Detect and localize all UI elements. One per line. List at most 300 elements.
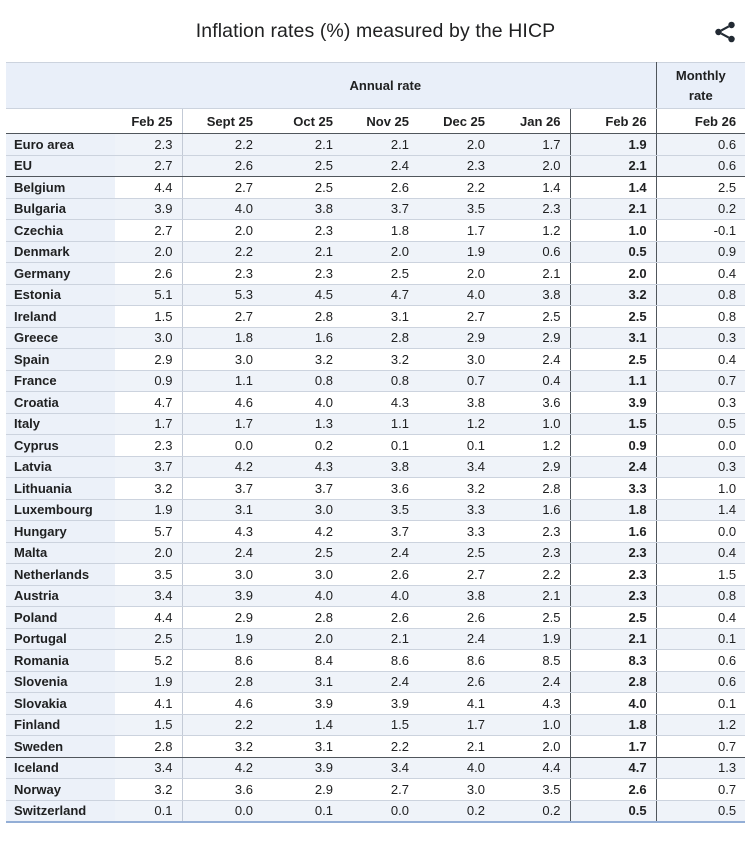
annual-value-cell: 8.4 xyxy=(262,650,342,672)
title-bar xyxy=(0,0,751,62)
annual-value-cell: 4.2 xyxy=(182,456,262,478)
table-row xyxy=(6,327,745,349)
row-label: Luxembourg xyxy=(6,499,115,521)
annual-value-cell: 2.4 xyxy=(342,542,418,564)
row-label: Spain xyxy=(6,349,115,371)
monthly-value-cell: 0.6 xyxy=(656,671,745,693)
annual-value-cell: 2.3 xyxy=(494,198,570,220)
group-header-row xyxy=(6,63,745,109)
annual-value-cell: 3.4 xyxy=(418,456,494,478)
annual-value-cell: 2.0 xyxy=(494,736,570,758)
annual-value-cell: 2.5 xyxy=(570,349,656,371)
corner-cell xyxy=(6,63,115,109)
annual-value-cell: 3.9 xyxy=(342,693,418,715)
table-row xyxy=(6,650,745,672)
annual-value-cell: 5.2 xyxy=(115,650,182,672)
annual-value-cell: 2.5 xyxy=(262,155,342,177)
table-row xyxy=(6,456,745,478)
column-header-dec-25: Dec 25 xyxy=(418,109,494,134)
table-body xyxy=(6,134,745,822)
annual-value-cell: 2.2 xyxy=(182,134,262,156)
annual-value-cell: 2.3 xyxy=(570,564,656,586)
annual-value-cell: 2.9 xyxy=(494,456,570,478)
annual-value-cell: 2.5 xyxy=(262,542,342,564)
annual-value-cell: 3.9 xyxy=(262,757,342,779)
annual-value-cell: 3.6 xyxy=(182,779,262,801)
table-row xyxy=(6,392,745,414)
annual-value-cell: 2.9 xyxy=(418,327,494,349)
annual-value-cell: 3.2 xyxy=(182,736,262,758)
annual-value-cell: 3.4 xyxy=(115,757,182,779)
annual-value-cell: 4.1 xyxy=(418,693,494,715)
annual-value-cell: 4.4 xyxy=(494,757,570,779)
table-row xyxy=(6,671,745,693)
annual-value-cell: 2.8 xyxy=(494,478,570,500)
table-row xyxy=(6,499,745,521)
row-label: Iceland xyxy=(6,757,115,779)
monthly-value-cell: 0.2 xyxy=(656,198,745,220)
annual-value-cell: 2.6 xyxy=(115,263,182,285)
monthly-value-cell: 1.0 xyxy=(656,478,745,500)
table-row xyxy=(6,177,745,199)
monthly-value-cell: -0.1 xyxy=(656,220,745,242)
row-label: Finland xyxy=(6,714,115,736)
annual-value-cell: 3.8 xyxy=(418,392,494,414)
monthly-value-cell: 0.7 xyxy=(656,370,745,392)
annual-value-cell: 2.7 xyxy=(182,177,262,199)
annual-value-cell: 0.9 xyxy=(570,435,656,457)
annual-value-cell: 2.3 xyxy=(418,155,494,177)
annual-value-cell: 2.0 xyxy=(494,155,570,177)
annual-value-cell: 4.1 xyxy=(115,693,182,715)
monthly-value-cell: 0.8 xyxy=(656,585,745,607)
annual-value-cell: 3.7 xyxy=(182,478,262,500)
annual-value-cell: 2.4 xyxy=(494,671,570,693)
monthly-value-cell: 0.0 xyxy=(656,435,745,457)
annual-value-cell: 2.7 xyxy=(115,220,182,242)
table-row xyxy=(6,413,745,435)
annual-value-cell: 3.8 xyxy=(494,284,570,306)
annual-value-cell: 3.7 xyxy=(342,521,418,543)
annual-value-cell: 4.7 xyxy=(342,284,418,306)
annual-value-cell: 3.3 xyxy=(418,499,494,521)
row-label: Lithuania xyxy=(6,478,115,500)
annual-value-cell: 3.6 xyxy=(494,392,570,414)
annual-value-cell: 2.4 xyxy=(182,542,262,564)
annual-value-cell: 1.8 xyxy=(182,327,262,349)
annual-value-cell: 4.2 xyxy=(182,757,262,779)
annual-value-cell: 0.6 xyxy=(494,241,570,263)
row-label: Euro area xyxy=(6,134,115,156)
annual-value-cell: 3.0 xyxy=(182,564,262,586)
annual-value-cell: 3.2 xyxy=(115,478,182,500)
annual-value-cell: 0.5 xyxy=(570,241,656,263)
table-row xyxy=(6,564,745,586)
annual-value-cell: 4.0 xyxy=(418,284,494,306)
row-label: Italy xyxy=(6,413,115,435)
monthly-value-cell: 0.8 xyxy=(656,306,745,328)
table-row xyxy=(6,800,745,822)
annual-value-cell: 5.3 xyxy=(182,284,262,306)
annual-value-cell: 3.1 xyxy=(262,671,342,693)
annual-value-cell: 3.0 xyxy=(418,349,494,371)
annual-value-cell: 2.6 xyxy=(570,779,656,801)
annual-value-cell: 3.5 xyxy=(494,779,570,801)
annual-value-cell: 1.5 xyxy=(570,413,656,435)
table-row xyxy=(6,241,745,263)
table-row xyxy=(6,198,745,220)
monthly-value-cell: 0.5 xyxy=(656,413,745,435)
annual-value-cell: 3.5 xyxy=(115,564,182,586)
annual-value-cell: 2.7 xyxy=(418,306,494,328)
monthly-value-cell: 0.4 xyxy=(656,263,745,285)
row-label: Croatia xyxy=(6,392,115,414)
monthly-value-cell: 0.3 xyxy=(656,392,745,414)
annual-value-cell: 3.1 xyxy=(182,499,262,521)
annual-value-cell: 0.1 xyxy=(342,435,418,457)
row-label: EU xyxy=(6,155,115,177)
annual-value-cell: 1.9 xyxy=(182,628,262,650)
annual-value-cell: 2.8 xyxy=(262,607,342,629)
row-label: Estonia xyxy=(6,284,115,306)
annual-value-cell: 2.5 xyxy=(115,628,182,650)
annual-value-cell: 2.1 xyxy=(262,241,342,263)
monthly-value-cell: 0.4 xyxy=(656,607,745,629)
annual-value-cell: 4.5 xyxy=(262,284,342,306)
annual-value-cell: 0.5 xyxy=(570,800,656,822)
annual-value-cell: 1.4 xyxy=(262,714,342,736)
row-label: Denmark xyxy=(6,241,115,263)
annual-value-cell: 3.0 xyxy=(262,499,342,521)
annual-value-cell: 2.3 xyxy=(262,263,342,285)
annual-value-cell: 3.0 xyxy=(418,779,494,801)
monthly-rate-header: Monthly rate xyxy=(656,63,745,109)
annual-value-cell: 3.4 xyxy=(342,757,418,779)
annual-value-cell: 8.6 xyxy=(182,650,262,672)
annual-value-cell: 1.7 xyxy=(418,220,494,242)
annual-value-cell: 3.8 xyxy=(418,585,494,607)
annual-value-cell: 1.9 xyxy=(115,671,182,693)
monthly-value-cell: 0.6 xyxy=(656,155,745,177)
annual-value-cell: 0.4 xyxy=(494,370,570,392)
annual-value-cell: 5.7 xyxy=(115,521,182,543)
annual-value-cell: 2.1 xyxy=(342,628,418,650)
table-row xyxy=(6,306,745,328)
row-label: Netherlands xyxy=(6,564,115,586)
annual-value-cell: 8.5 xyxy=(494,650,570,672)
annual-value-cell: 1.1 xyxy=(182,370,262,392)
annual-value-cell: 2.9 xyxy=(262,779,342,801)
annual-value-cell: 1.1 xyxy=(342,413,418,435)
annual-value-cell: 2.2 xyxy=(418,177,494,199)
annual-value-cell: 2.8 xyxy=(262,306,342,328)
annual-value-cell: 2.0 xyxy=(115,241,182,263)
annual-value-cell: 2.5 xyxy=(342,263,418,285)
annual-value-cell: 4.6 xyxy=(182,392,262,414)
annual-value-cell: 2.7 xyxy=(342,779,418,801)
row-label: Slovakia xyxy=(6,693,115,715)
annual-value-cell: 3.5 xyxy=(342,499,418,521)
annual-value-cell: 4.3 xyxy=(262,456,342,478)
annual-value-cell: 1.7 xyxy=(570,736,656,758)
monthly-value-cell: 0.0 xyxy=(656,521,745,543)
annual-value-cell: 1.8 xyxy=(342,220,418,242)
annual-value-cell: 3.2 xyxy=(570,284,656,306)
table-row xyxy=(6,693,745,715)
page-title: Inflation rates (%) measured by the HICP xyxy=(195,19,556,42)
annual-value-cell: 1.4 xyxy=(570,177,656,199)
annual-value-cell: 2.4 xyxy=(418,628,494,650)
annual-value-cell: 2.0 xyxy=(418,134,494,156)
annual-value-cell: 2.5 xyxy=(570,306,656,328)
row-label: Bulgaria xyxy=(6,198,115,220)
monthly-value-cell: 0.1 xyxy=(656,628,745,650)
annual-value-cell: 2.2 xyxy=(182,714,262,736)
annual-value-cell: 3.7 xyxy=(342,198,418,220)
annual-value-cell: 1.9 xyxy=(115,499,182,521)
table-row xyxy=(6,585,745,607)
annual-value-cell: 1.9 xyxy=(494,628,570,650)
annual-value-cell: 2.1 xyxy=(494,585,570,607)
annual-value-cell: 0.2 xyxy=(494,800,570,822)
annual-value-cell: 0.7 xyxy=(418,370,494,392)
column-header-nov-25: Nov 25 xyxy=(342,109,418,134)
annual-value-cell: 3.9 xyxy=(570,392,656,414)
annual-value-cell: 1.6 xyxy=(262,327,342,349)
monthly-value-cell: 0.7 xyxy=(656,779,745,801)
table-row xyxy=(6,263,745,285)
table-row xyxy=(6,134,745,156)
annual-value-cell: 3.7 xyxy=(115,456,182,478)
annual-value-cell: 2.9 xyxy=(494,327,570,349)
annual-value-cell: 0.2 xyxy=(418,800,494,822)
column-header-row xyxy=(6,109,745,134)
annual-value-cell: 2.8 xyxy=(182,671,262,693)
row-label: Hungary xyxy=(6,521,115,543)
monthly-value-cell: 0.4 xyxy=(656,542,745,564)
monthly-value-cell: 1.3 xyxy=(656,757,745,779)
annual-value-cell: 4.3 xyxy=(182,521,262,543)
monthly-value-cell: 0.9 xyxy=(656,241,745,263)
annual-value-cell: 2.1 xyxy=(342,134,418,156)
table-row xyxy=(6,757,745,779)
annual-value-cell: 1.0 xyxy=(570,220,656,242)
annual-value-cell: 3.2 xyxy=(418,478,494,500)
table-row xyxy=(6,155,745,177)
annual-value-cell: 2.2 xyxy=(342,736,418,758)
annual-value-cell: 1.8 xyxy=(570,714,656,736)
annual-value-cell: 1.4 xyxy=(494,177,570,199)
monthly-value-cell: 1.5 xyxy=(656,564,745,586)
annual-value-cell: 2.3 xyxy=(115,435,182,457)
annual-value-cell: 2.5 xyxy=(494,306,570,328)
annual-value-cell: 2.1 xyxy=(570,198,656,220)
row-label: Greece xyxy=(6,327,115,349)
monthly-value-cell: 1.4 xyxy=(656,499,745,521)
annual-value-cell: 1.0 xyxy=(494,413,570,435)
row-label: Switzerland xyxy=(6,800,115,822)
column-header-feb-25: Feb 25 xyxy=(115,109,182,134)
monthly-value-cell: 2.5 xyxy=(656,177,745,199)
annual-value-cell: 1.1 xyxy=(570,370,656,392)
annual-value-cell: 3.2 xyxy=(115,779,182,801)
column-header-oct-25: Oct 25 xyxy=(262,109,342,134)
annual-value-cell: 2.6 xyxy=(342,177,418,199)
annual-value-cell: 3.2 xyxy=(342,349,418,371)
annual-value-cell: 4.0 xyxy=(342,585,418,607)
annual-value-cell: 2.4 xyxy=(342,671,418,693)
annual-value-cell: 3.0 xyxy=(182,349,262,371)
annual-value-cell: 8.6 xyxy=(418,650,494,672)
annual-value-cell: 2.8 xyxy=(115,736,182,758)
annual-value-cell: 3.1 xyxy=(570,327,656,349)
table-row xyxy=(6,521,745,543)
annual-value-cell: 2.4 xyxy=(570,456,656,478)
annual-value-cell: 2.7 xyxy=(418,564,494,586)
monthly-value-cell: 0.3 xyxy=(656,327,745,349)
annual-value-cell: 1.6 xyxy=(494,499,570,521)
table-row xyxy=(6,349,745,371)
table-row xyxy=(6,714,745,736)
table-row xyxy=(6,220,745,242)
annual-value-cell: 1.2 xyxy=(494,220,570,242)
row-label: Malta xyxy=(6,542,115,564)
table-row xyxy=(6,779,745,801)
row-label: Portugal xyxy=(6,628,115,650)
annual-value-cell: 8.3 xyxy=(570,650,656,672)
annual-value-cell: 2.3 xyxy=(262,220,342,242)
annual-value-cell: 0.8 xyxy=(342,370,418,392)
table-row xyxy=(6,542,745,564)
annual-value-cell: 2.5 xyxy=(418,542,494,564)
annual-value-cell: 2.9 xyxy=(115,349,182,371)
annual-value-cell: 2.4 xyxy=(494,349,570,371)
row-label: Latvia xyxy=(6,456,115,478)
annual-value-cell: 0.2 xyxy=(262,435,342,457)
annual-value-cell: 0.0 xyxy=(182,800,262,822)
annual-value-cell: 3.0 xyxy=(262,564,342,586)
table-row xyxy=(6,435,745,457)
annual-value-cell: 3.9 xyxy=(262,693,342,715)
share-button[interactable] xyxy=(708,17,742,47)
annual-value-cell: 2.5 xyxy=(262,177,342,199)
annual-value-cell: 2.1 xyxy=(262,134,342,156)
annual-value-cell: 1.0 xyxy=(494,714,570,736)
annual-value-cell: 2.2 xyxy=(494,564,570,586)
annual-value-cell: 2.3 xyxy=(570,542,656,564)
annual-value-cell: 1.5 xyxy=(342,714,418,736)
annual-value-cell: 4.0 xyxy=(182,198,262,220)
monthly-value-cell: 0.6 xyxy=(656,650,745,672)
row-label: Poland xyxy=(6,607,115,629)
annual-value-cell: 3.8 xyxy=(342,456,418,478)
annual-value-cell: 0.1 xyxy=(115,800,182,822)
annual-value-cell: 2.9 xyxy=(182,607,262,629)
annual-value-cell: 1.7 xyxy=(182,413,262,435)
annual-value-cell: 3.9 xyxy=(182,585,262,607)
annual-value-cell: 0.0 xyxy=(182,435,262,457)
annual-value-cell: 2.0 xyxy=(570,263,656,285)
corner-cell xyxy=(6,109,115,134)
annual-value-cell: 2.7 xyxy=(115,155,182,177)
annual-value-cell: 1.5 xyxy=(115,714,182,736)
annual-value-cell: 3.3 xyxy=(418,521,494,543)
annual-value-cell: 4.6 xyxy=(182,693,262,715)
annual-value-cell: 2.4 xyxy=(342,155,418,177)
row-label: Norway xyxy=(6,779,115,801)
column-header-feb-26-annual: Feb 26 xyxy=(570,109,656,134)
row-label: Sweden xyxy=(6,736,115,758)
annual-value-cell: 2.0 xyxy=(182,220,262,242)
annual-value-cell: 3.7 xyxy=(262,478,342,500)
monthly-value-cell: 0.7 xyxy=(656,736,745,758)
annual-value-cell: 3.8 xyxy=(262,198,342,220)
annual-value-cell: 2.6 xyxy=(418,671,494,693)
table-row xyxy=(6,284,745,306)
table-row xyxy=(6,736,745,758)
annual-value-cell: 2.0 xyxy=(115,542,182,564)
annual-value-cell: 4.3 xyxy=(494,693,570,715)
annual-value-cell: 0.0 xyxy=(342,800,418,822)
annual-value-cell: 2.3 xyxy=(115,134,182,156)
annual-value-cell: 2.0 xyxy=(342,241,418,263)
annual-value-cell: 1.7 xyxy=(115,413,182,435)
annual-value-cell: 0.9 xyxy=(115,370,182,392)
annual-value-cell: 2.1 xyxy=(570,155,656,177)
column-header-sept-25: Sept 25 xyxy=(182,109,262,134)
annual-value-cell: 3.2 xyxy=(262,349,342,371)
annual-value-cell: 2.6 xyxy=(182,155,262,177)
annual-value-cell: 2.3 xyxy=(494,521,570,543)
monthly-value-cell: 0.1 xyxy=(656,693,745,715)
column-header-feb-26-monthly: Feb 26 xyxy=(656,109,745,134)
annual-value-cell: 2.1 xyxy=(570,628,656,650)
row-label: Romania xyxy=(6,650,115,672)
monthly-value-cell: 1.2 xyxy=(656,714,745,736)
table-row xyxy=(6,478,745,500)
annual-value-cell: 1.2 xyxy=(494,435,570,457)
annual-value-cell: 1.2 xyxy=(418,413,494,435)
annual-value-cell: 1.9 xyxy=(570,134,656,156)
annual-value-cell: 3.4 xyxy=(115,585,182,607)
monthly-value-cell: 0.6 xyxy=(656,134,745,156)
annual-value-cell: 1.3 xyxy=(262,413,342,435)
annual-value-cell: 2.7 xyxy=(182,306,262,328)
annual-value-cell: 3.1 xyxy=(262,736,342,758)
table-row xyxy=(6,628,745,650)
row-label: Belgium xyxy=(6,177,115,199)
annual-value-cell: 2.1 xyxy=(418,736,494,758)
annual-value-cell: 2.0 xyxy=(418,263,494,285)
annual-value-cell: 1.6 xyxy=(570,521,656,543)
annual-value-cell: 4.0 xyxy=(570,693,656,715)
annual-value-cell: 4.7 xyxy=(570,757,656,779)
annual-value-cell: 4.0 xyxy=(418,757,494,779)
column-header-jan-26: Jan 26 xyxy=(494,109,570,134)
annual-value-cell: 2.3 xyxy=(182,263,262,285)
annual-value-cell: 0.1 xyxy=(418,435,494,457)
annual-value-cell: 4.3 xyxy=(342,392,418,414)
annual-value-cell: 2.3 xyxy=(494,542,570,564)
annual-value-cell: 1.8 xyxy=(570,499,656,521)
annual-value-cell: 3.1 xyxy=(342,306,418,328)
annual-value-cell: 0.1 xyxy=(262,800,342,822)
annual-value-cell: 3.3 xyxy=(570,478,656,500)
annual-value-cell: 2.5 xyxy=(494,607,570,629)
row-label: Austria xyxy=(6,585,115,607)
annual-value-cell: 2.6 xyxy=(342,607,418,629)
annual-value-cell: 3.0 xyxy=(115,327,182,349)
